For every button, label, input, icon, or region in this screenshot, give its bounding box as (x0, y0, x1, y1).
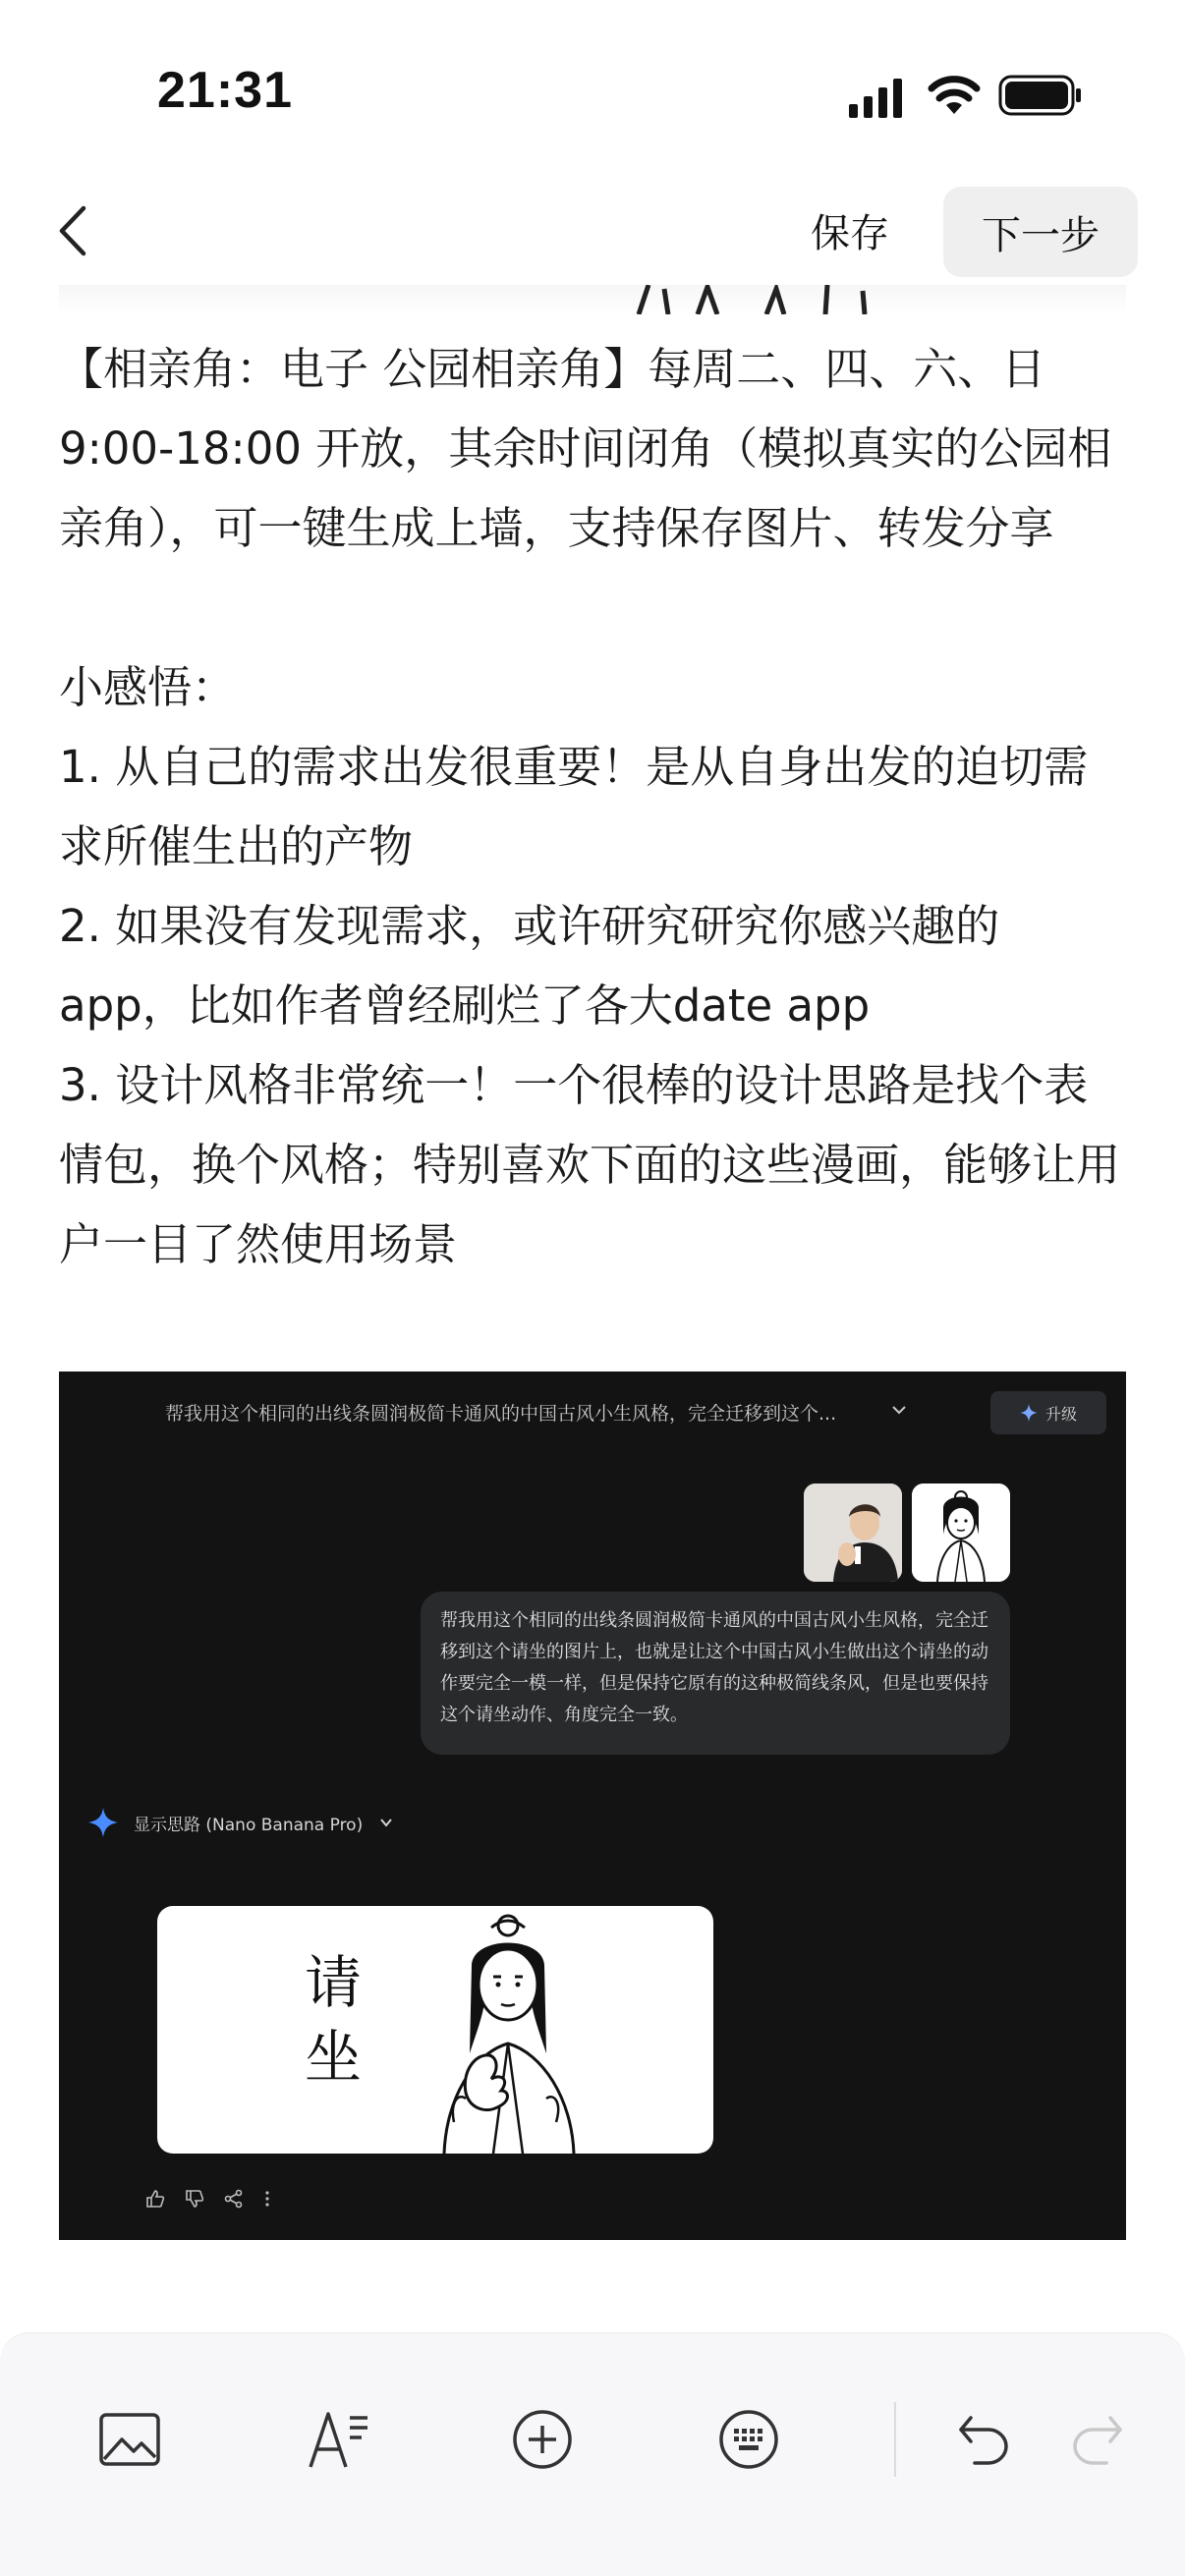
text-format-button[interactable] (303, 2404, 373, 2475)
keyboard-button[interactable] (713, 2404, 784, 2475)
generated-image-card (157, 1906, 713, 2154)
save-button[interactable]: 保存 (811, 210, 889, 256)
note-body[interactable] (59, 329, 1130, 1284)
cropped-image-top (59, 285, 1126, 314)
insert-image-button[interactable] (94, 2404, 165, 2475)
chevron-down-icon (890, 1401, 908, 1419)
blank-line (59, 568, 1130, 647)
cropped-illustration-icon (570, 285, 943, 314)
text-format-icon (307, 2410, 369, 2469)
redo-icon (1071, 2412, 1126, 2467)
share-icon (224, 2189, 244, 2209)
top-nav-bar (0, 177, 1185, 285)
paragraph-intro: 【相亲角：电子 公园相亲角】每周二、四、六、日 9:00-18:00 开放，其余时间闭角（模拟真实的公园相亲角），可一键生成上墙，支持保存图片、转发分享 (59, 343, 1112, 554)
gemini-sparkle-icon (88, 1808, 118, 1837)
more-vertical-icon (263, 2189, 271, 2209)
chevron-down-icon (378, 1815, 394, 1830)
keyboard-icon (717, 2408, 780, 2471)
embed-conversation-title: 帮我用这个相同的出线条圆润极简卡通风的中国古风小生风格，完全迁移到这个... (165, 1403, 837, 1425)
undo-button[interactable] (947, 2404, 1018, 2475)
sparkle-icon (1020, 1404, 1038, 1422)
cartoon-scholar-icon (912, 1484, 1010, 1582)
chevron-left-icon (58, 205, 87, 256)
show-thinking-toggle (88, 1806, 394, 1839)
next-step-button[interactable]: 下一步 (943, 187, 1138, 277)
add-content-button[interactable] (507, 2404, 578, 2475)
response-actions (145, 2189, 271, 2209)
editor-toolbar (0, 2332, 1185, 2576)
embedded-screenshot[interactable] (59, 1372, 1126, 2240)
undo-icon (955, 2412, 1010, 2467)
paragraph-point-2: 2. 如果没有发现需求，或许研究研究你感兴趣的 app，比如作者曾经刷烂了各大date app (59, 900, 1014, 1032)
thumbs-down-icon (185, 2189, 204, 2209)
add-circle-icon (511, 2408, 574, 2471)
back-button[interactable] (43, 196, 102, 265)
person-photo-icon (804, 1484, 902, 1582)
battery-icon (998, 75, 1083, 116)
paragraph-heading: 小感悟： (59, 661, 237, 713)
caption-char-1: 请 (305, 1949, 363, 2016)
cellular-signal-icon (849, 79, 908, 118)
caption-char-2: 坐 (305, 2024, 363, 2091)
upgrade-label: 升级 (1044, 1404, 1077, 1424)
status-bar (0, 0, 1185, 177)
generated-image-caption (305, 1945, 373, 2095)
image-icon (98, 2412, 161, 2467)
toolbar-divider (894, 2402, 896, 2477)
upgrade-button (990, 1391, 1106, 1434)
thinking-label: 显示思路 (Nano Banana Pro) (134, 1815, 364, 1835)
redo-button[interactable] (1063, 2404, 1134, 2475)
photo-thumbnail (804, 1484, 902, 1582)
status-time: 21:31 (157, 62, 293, 119)
user-prompt-bubble: 帮我用这个相同的出线条圆润极简卡通风的中国古风小生风格，完全迁移到这个请坐的图片上，也就是让这个中国古风小生做出这个请坐的动作要完全一模一样，但是保持它原有的这种极简线条风，但是也要保持这个请坐动作、角度完全一致。 (421, 1592, 1010, 1755)
cartoon-thumbnail (912, 1484, 1010, 1582)
wifi-icon (928, 71, 981, 116)
cartoon-scholar-bowing-icon (415, 1906, 601, 2154)
paragraph-point-3: 3. 设计风格非常统一！一个很棒的设计思路是找个表情包，换个风格；特别喜欢下面的这些漫画，能够让用户一目了然使用场景 (59, 1059, 1121, 1270)
paragraph-point-1: 1. 从自己的需求出发很重要！是从自身出发的迫切需求所催生出的产物 (59, 741, 1089, 872)
thumbs-up-icon (145, 2189, 165, 2209)
